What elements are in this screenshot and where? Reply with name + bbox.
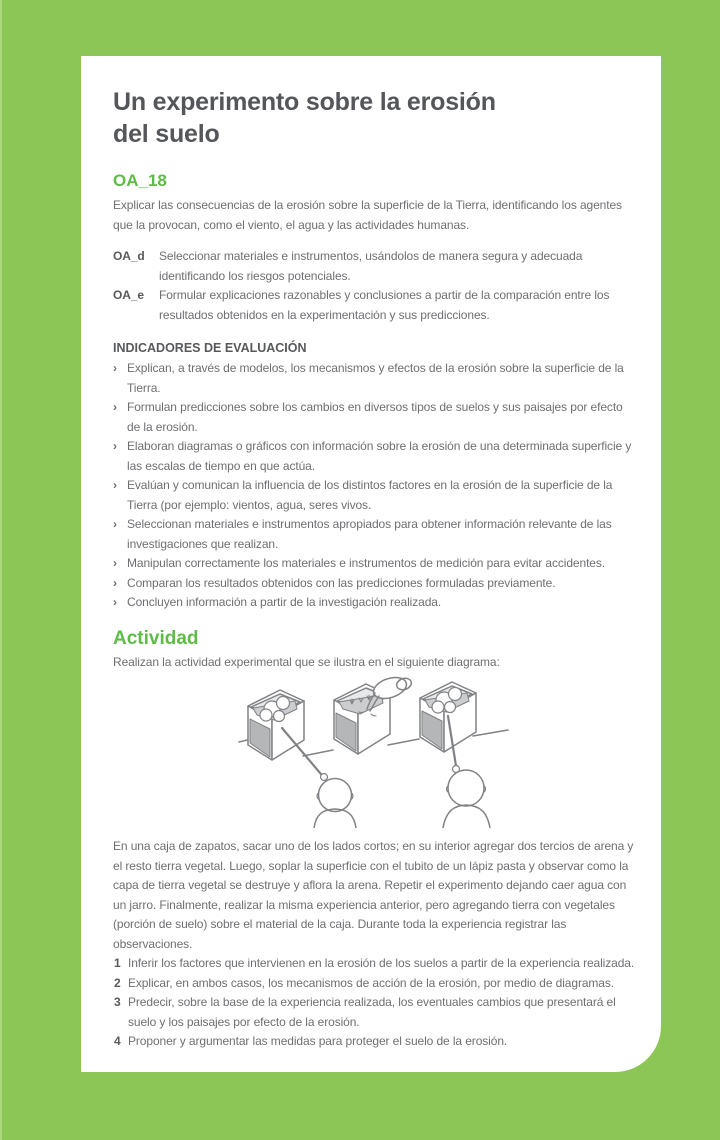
chevron-bullet-icon: › <box>113 575 117 590</box>
task-text: Predecir, sobre la base de la experiencia realizada, los eventuales cambios que presentará el suelo y los paisajes por efecto de la erosión. <box>128 995 616 1029</box>
indicator-item <box>113 398 635 437</box>
task-number: 4 <box>114 1034 121 1048</box>
task-text: Proponer y argumentar las medidas para proteger el suelo de la erosión. <box>128 1034 508 1048</box>
page-title <box>113 86 635 150</box>
indicator-text: Elaboran diagramas o gráficos con información sobre la erosión de una determinada superficie y las escalas de tiempo en que actúa. <box>127 439 632 473</box>
task-number: 1 <box>114 956 121 970</box>
erosion-experiment-illustration <box>238 676 510 828</box>
oa-item-d <box>113 247 635 286</box>
indicator-item <box>113 476 635 515</box>
indicators-list <box>113 359 635 613</box>
indicator-item <box>113 515 635 554</box>
page-title-line2: del suelo <box>113 120 220 148</box>
indicator-item <box>113 554 635 574</box>
indicators-heading: INDICADORES DE EVALUACIÓN <box>113 341 307 355</box>
indicator-text: Concluyen información a partir de la investigación realizada. <box>127 595 442 609</box>
chevron-bullet-icon: › <box>113 478 117 492</box>
activity-heading: Actividad <box>113 627 199 649</box>
oa18-heading: OA_18 <box>113 171 167 190</box>
task-item <box>113 993 635 1032</box>
indicator-text: Manipulan correctamente los materiales e instrumentos de medición para evitar accidentes. <box>127 556 606 570</box>
oa-item-label: OA_d <box>113 249 145 263</box>
indicator-text: Formulan predicciones sobre los cambios en diversos tipos de suelos y sus paisajes por efecto de la erosión. <box>127 400 623 434</box>
chevron-bullet-icon: › <box>113 517 117 531</box>
task-number: 3 <box>114 995 121 1009</box>
indicator-item <box>113 359 635 398</box>
chevron-bullet-icon: › <box>113 400 117 414</box>
task-item <box>113 954 635 974</box>
erosion-experiment-diagram <box>113 676 635 833</box>
task-item <box>113 974 635 994</box>
task-text: Explicar, en ambos casos, los mecanismos de acción de la erosión, por medio de diagramas. <box>128 975 615 990</box>
indicator-text: Comparan los resultados obtenidos con las predicciones formuladas previamente. <box>127 575 556 590</box>
task-text: Inferir los factores que intervienen en la erosión de los suelos a partir de la experiencia realizada. <box>128 956 635 970</box>
chevron-bullet-icon: › <box>113 556 117 570</box>
oa-item-text: Formular explicaciones razonables y conclusiones a partir de la comparación entre los resultados obtenidos en la experimentación y sus predicciones. <box>159 288 610 322</box>
oa-item-label: OA_e <box>113 288 144 302</box>
content-card <box>81 56 661 1072</box>
activity-task-list <box>113 954 635 1052</box>
activity-description: En una caja de zapatos, sacar uno de los lados cortos; en su interior agregar dos tercios de arena y el resto tierra vegetal. Luego, soplar la superficie con el tubito de un lápiz pasta y observar como la capa de tierra vegetal se destruye y aflora la arena. Repetir el experimento dejando caer agua con un jarro. Finalmente, realizar la misma experiencia anterior, pero agregando tierra con vegetales (porción de suelo) sobre el material de la caja. Durante toda la experiencia registrar las observaciones. <box>113 839 634 951</box>
chevron-bullet-icon: › <box>113 439 117 453</box>
task-item <box>113 1032 635 1052</box>
indicator-text: Explican, a través de modelos, los mecanismos y efectos de la erosión sobre la superficie de la Tierra. <box>127 361 624 395</box>
indicator-text: Seleccionan materiales e instrumentos apropiados para obtener información relevante de las investigaciones que realizan. <box>127 517 612 551</box>
oa-item-e <box>113 286 635 325</box>
oa18-description: Explicar las consecuencias de la erosión sobre la superficie de la Tierra, identificando los agentes que la provocan, como el viento, el agua y las actividades humanas. <box>113 198 622 232</box>
page-title-line1: Un experimento sobre la erosión <box>113 88 496 116</box>
chevron-bullet-icon: › <box>113 361 117 375</box>
page-edge-stripe <box>0 0 2 1140</box>
chevron-bullet-icon: › <box>113 595 117 609</box>
oa-item-text: Seleccionar materiales e instrumentos, usándolos de manera segura y adecuada identificando los riesgos potenciales. <box>159 249 583 283</box>
indicator-item <box>113 593 635 613</box>
indicator-text: Evalúan y comunican la influencia de los distintos factores en la erosión de la superficie de la Tierra (por ejemplo: vientos, agua, seres vivos. <box>127 478 613 512</box>
indicator-item <box>113 574 635 594</box>
task-number: 2 <box>114 975 121 990</box>
activity-intro: Realizan la actividad experimental que se ilustra en el siguiente diagrama: <box>113 654 500 669</box>
indicator-item <box>113 437 635 476</box>
